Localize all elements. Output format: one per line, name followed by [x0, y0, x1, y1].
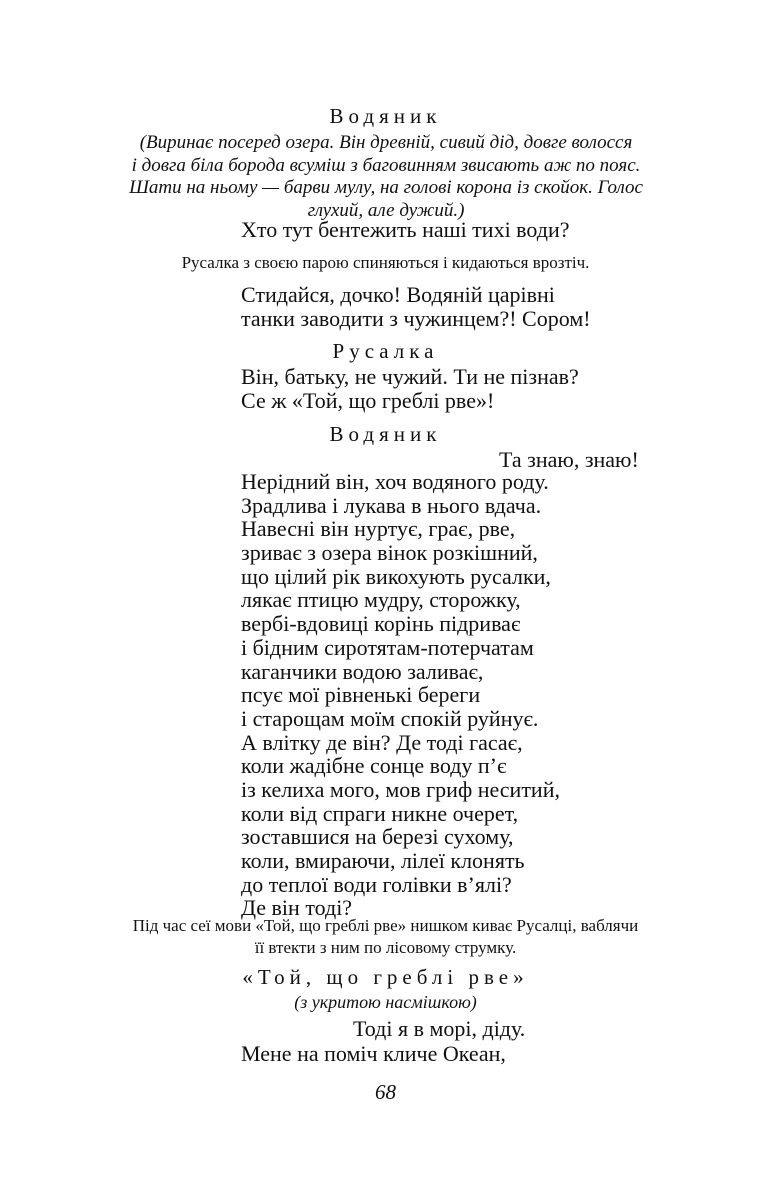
verse-line: А влітку де він? Де тоді гасає,	[241, 729, 523, 755]
stage-direction-line: і довга біла борода всуміш з баговинням звисають аж по пояс.	[131, 154, 641, 176]
stage-direction-1	[96, 132, 676, 222]
verse-line: Стидайся, дочко! Водяній царівні	[241, 282, 555, 307]
speaker-toi-shcho-hrebli-rve: «Той, що греблі рве»	[242, 965, 529, 989]
verse-line: танки заводити з чужинцем?! Сором!	[241, 305, 591, 331]
verse-line: Де він тоді?	[241, 895, 353, 921]
verse-line: що цілий рік викохують русалки,	[241, 563, 551, 589]
page-number: 68	[375, 1080, 396, 1104]
verse-line: Навесні він нуртує, грає, рве,	[241, 516, 516, 542]
verse-line: Та знаю, знаю!	[499, 447, 639, 472]
verse-line: Хто тут бентежить наші тихі води?	[241, 217, 570, 242]
verse-line: зриває з озера вінок розкішний,	[241, 540, 538, 566]
verse-line: Мене на поміч кличе Океан,	[241, 1041, 506, 1066]
stage-direction-2: Русалка з своєю парою спиняються і кидаються врозтіч.	[181, 253, 590, 272]
speaker-vodyanyk: Водяник	[329, 104, 442, 128]
verse-line: до теплої води голівки в’ялі?	[241, 871, 512, 897]
verse-line: і старощам моїм спокій руйнує.	[241, 705, 539, 731]
speaker-rusalka: Русалка	[332, 339, 439, 363]
stage-direction-line: глухий, але дужий.)	[307, 199, 465, 221]
verse-line: Тоді я в морі, діду.	[353, 1016, 526, 1041]
verse-line: псує мої рівненькі береги	[241, 682, 481, 708]
verse-line: і бідним сиротятам-потерчатам	[241, 634, 534, 660]
verse-line: коли, вмираючи, лілеї клонять	[241, 848, 525, 873]
verse-line: коли від спраги никне очерет,	[241, 800, 519, 826]
verse-block-3	[241, 365, 579, 412]
verse-line: коли жадібне сонце воду п’є	[241, 753, 507, 779]
verse-line: Се ж «Той, що греблі рве»!	[241, 387, 495, 413]
verse-block-4	[241, 470, 560, 920]
stage-direction-3	[0, 915, 771, 959]
stage-direction-4: (з укритою насмішкою)	[294, 992, 477, 1012]
verse-block-2	[241, 283, 591, 330]
speaker-vodyanyk: Водяник	[329, 422, 442, 446]
stage-direction-line: її втекти з ним по лісовому струмку.	[254, 938, 517, 957]
verse-line: каганчики водою заливає,	[241, 658, 484, 684]
verse-line: лякає птицю мудру, сторожку,	[241, 587, 521, 613]
verse-line: Він, батьку, не чужий. Ти не пізнав?	[241, 364, 579, 389]
stage-direction-line: Під час сеї мови «Той, що греблі рве» нишком киває Русалці, ваблячи	[132, 916, 639, 935]
verse-line: Нерідний він, хоч водяного роду.	[241, 469, 549, 494]
verse-line: вербі-вдовиці корінь підриває	[241, 611, 521, 637]
verse-line: Зрадлива і лукава в нього вдача.	[241, 492, 542, 518]
verse-line: зоставшися на березі сухому,	[241, 824, 514, 850]
verse-line: із келиха мого, мов гриф неситий,	[241, 776, 560, 802]
stage-direction-line: Шати на ньому — барви мулу, на голові корона із скойок. Голос	[129, 177, 643, 198]
verse-block-5	[241, 1042, 506, 1066]
stage-direction-line: (Виринає посеред озера. Він древній, сивий дід, довге волосся	[139, 132, 633, 153]
